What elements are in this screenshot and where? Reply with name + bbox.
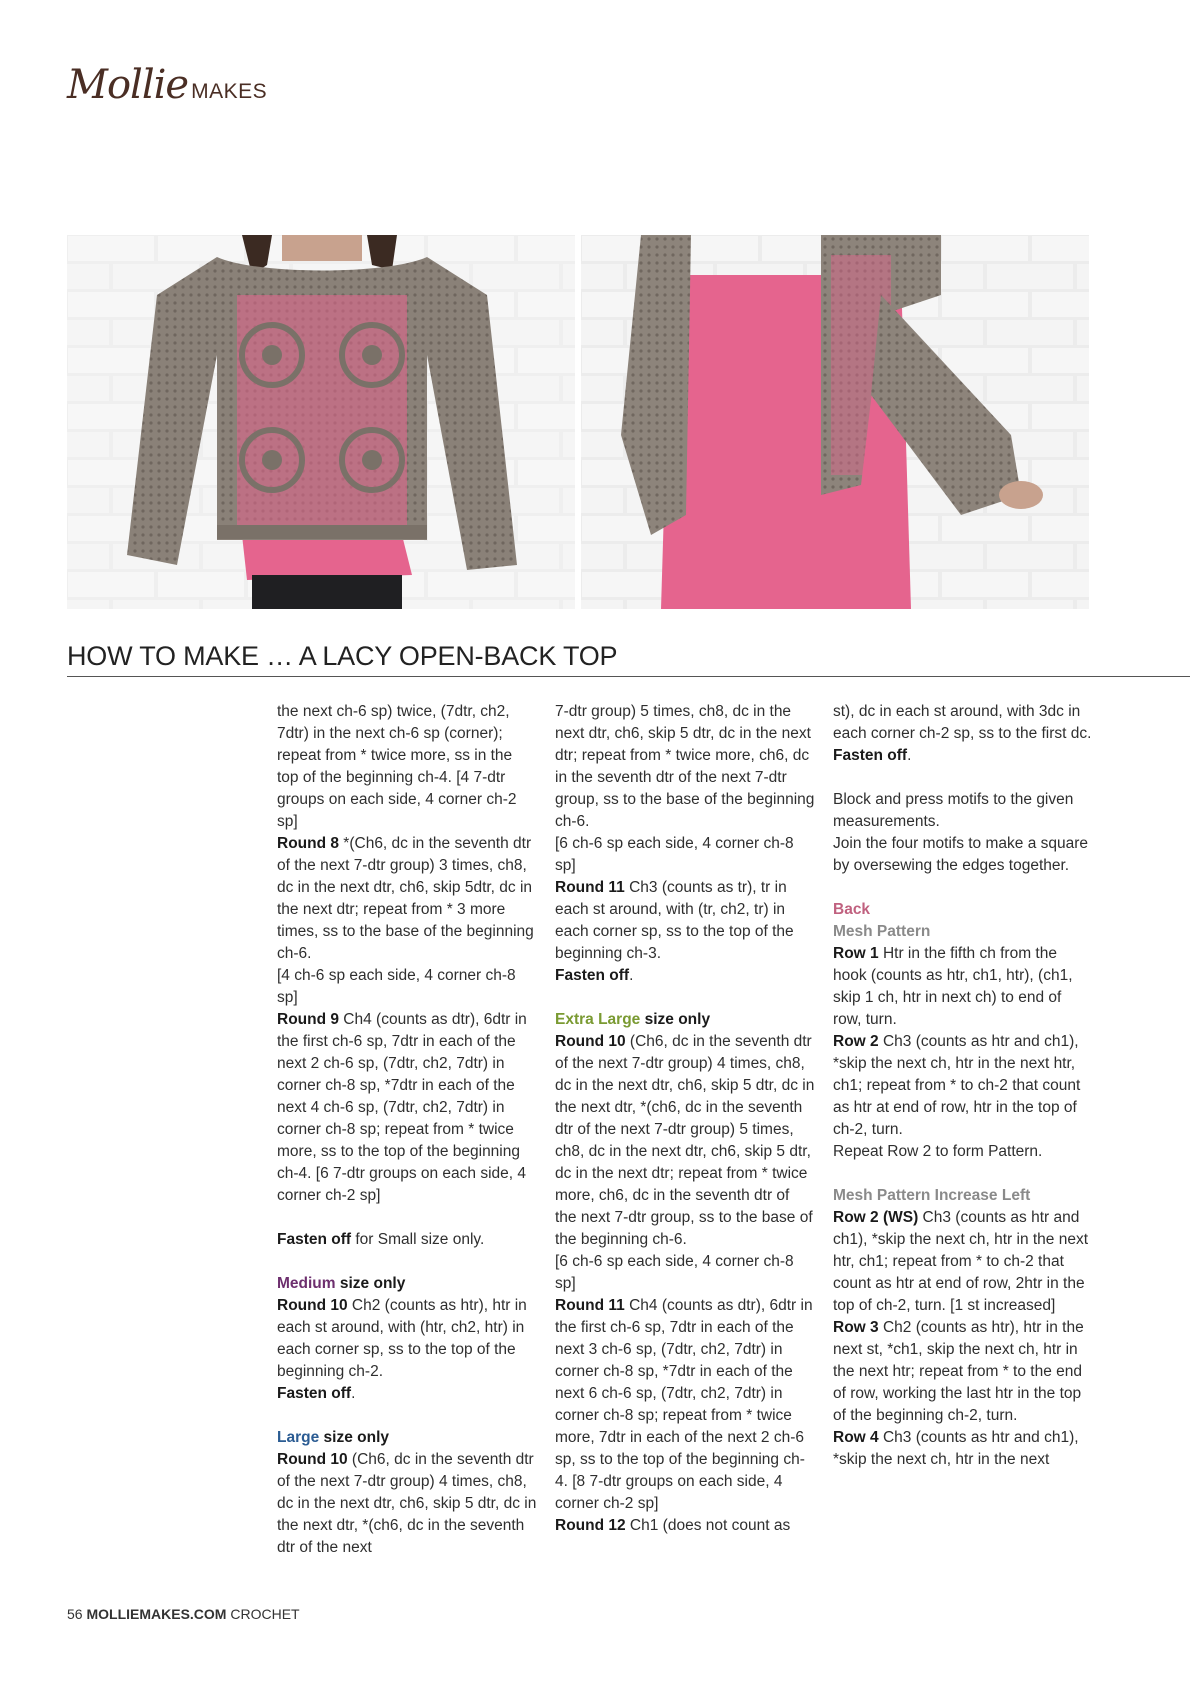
fasten-off-label: Fasten off xyxy=(833,747,908,764)
paragraph xyxy=(277,1383,537,1405)
paragraph: Block and press motifs to the given measurements. xyxy=(833,791,1074,830)
paragraph xyxy=(833,745,1093,767)
text-column-1 xyxy=(277,701,537,1559)
fasten-off-label: Fasten off xyxy=(555,967,630,984)
round-text: Ch3 (counts as tr), tr in each st around, with (tr, ch2, tr) in each corner sp, ss to the top of the beginning ch-3. xyxy=(555,879,794,962)
round-text: Ch2 (counts as htr), htr in each st around, with (htr, ch2, htr) in each corner sp, ss to the top of the beginning ch-2. xyxy=(277,1297,527,1380)
row-text: Htr in the fifth ch from the hook (counts as htr, ch1, htr), (ch1, skip 1 ch, htr in next ch) to end of row, turn. xyxy=(833,945,1073,1028)
round-label: Round 10 xyxy=(277,1451,348,1468)
size-heading xyxy=(277,1427,537,1449)
text-column-2 xyxy=(555,701,815,1537)
fasten-off-label: Fasten off xyxy=(277,1385,352,1402)
paragraph xyxy=(833,943,1093,1031)
size-name: Large xyxy=(277,1429,320,1446)
round-label: Round 12 xyxy=(555,1517,626,1534)
paragraph xyxy=(277,1009,537,1207)
round-text: Ch4 (counts as dtr), 6dtr in the first ch-6 sp, 7dtr in each of the next 2 ch-6 sp, (7dtr, ch2, 7dtr) in corner ch-8 sp, *7dtr in each of the next 4 ch-6 sp, (7dtr, ch2, 7dtr) in corner ch-8 sp; repeat from * twice more, ss to the top of the beginning ch-4. [6 7-dtr groups on each side, 4 corner ch-2 sp] xyxy=(277,1011,527,1204)
paragraph xyxy=(555,1295,815,1515)
size-name: Extra Large xyxy=(555,1011,641,1028)
round-text: (Ch6, dc in the seventh dtr of the next 7-dtr group) 4 times, ch8, dc in the next dtr, ch6, skip 5 dtr, dc in the next dtr, *(ch6, dc in the seventh dtr of the next 7-dtr group) 5 times, ch8, dc in the next dtr, ch6, skip 5 dtr, dc in the next dtr; repeat from * twice more, ch6, dc in the seventh dtr of the next 7-dtr group, ss to the base of the beginning ch-6. xyxy=(555,1033,815,1248)
size-only-text: size only xyxy=(335,1275,406,1292)
round-text: *(Ch6, dc in the seventh dtr of the next 7-dtr group) 3 times, ch8, dc in the next dtr, ch6, skip 5dtr, dc in the next dtr; repeat from * 3 more times, ss to the base of the beginning ch-6. xyxy=(277,835,534,962)
paragraph: Join the four motifs to make a square by oversewing the edges together. xyxy=(833,835,1089,874)
round-text: (Ch6, dc in the seventh dtr of the next 7-dtr group) 4 times, ch8, dc in the next dtr, ch6, skip 5 dtr, dc in the next dtr, *(ch6, dc in the seventh dtr of the next xyxy=(277,1451,537,1556)
row-label: Row 2 xyxy=(833,1033,879,1050)
heading-rule xyxy=(67,676,1190,677)
fasten-off-label: Fasten off xyxy=(277,1231,352,1248)
row-label: Row 1 xyxy=(833,945,879,962)
brand-logo xyxy=(67,62,267,106)
paragraph xyxy=(555,1031,815,1251)
front-view-photo xyxy=(67,235,575,609)
round-label: Round 9 xyxy=(277,1011,339,1028)
back-view-photo xyxy=(581,235,1089,609)
round-text: Ch4 (counts as dtr), 6dtr in the first ch-6 sp, 7dtr in each of the next 3 ch-6 sp, (7dtr, ch2, 7dtr) in corner ch-8 sp, *7dtr in each of the next 6 ch-6 sp, (7dtr, ch2, 7dtr) in corner ch-8 sp; repeat from * twice more, 7dtr in each of the next 2 ch-6 sp, ss to the top of the beginning ch-4. [8 7-dtr groups on each side, 4 corner ch-2 sp] xyxy=(555,1297,813,1512)
footer-site: MOLLIEMAKES.COM xyxy=(86,1606,227,1622)
paragraph: [6 ch-6 sp each side, 4 corner ch-8 sp] xyxy=(555,1253,794,1292)
page-footer xyxy=(67,1606,300,1622)
paragraph: st), dc in each st around, with 3dc in each corner ch-2 sp, ss to the first dc. xyxy=(833,703,1092,742)
paragraph xyxy=(277,1295,537,1383)
row-text: Ch2 (counts as htr), htr in the next st, *ch1, skip the next ch, htr in the next htr; repeat from * to the end of row, working the last htr in the top of the beginning ch-2, turn. xyxy=(833,1319,1084,1424)
subheading-mesh-increase-left: Mesh Pattern Increase Left xyxy=(833,1187,1031,1204)
paragraph xyxy=(833,1317,1093,1427)
round-label: Round 10 xyxy=(277,1297,348,1314)
period: . xyxy=(351,1385,356,1402)
size-only-text: size only xyxy=(640,1011,711,1028)
paragraph: the next ch-6 sp) twice, (7dtr, ch2, 7dtr) in the next ch-6 sp (corner); repeat from * twice more, ss in the top of the beginning ch-4. [4 7-dtr groups on each side, 4 corner ch-2 sp] xyxy=(277,703,517,830)
size-heading xyxy=(555,1009,815,1031)
paragraph: Repeat Row 2 to form Pattern. xyxy=(833,1143,1043,1160)
row-text: Ch3 (counts as htr and ch1), *skip the next ch, htr in the next htr, ch1; repeat from * to ch-2 that count as htr at end of row, 2htr in the top of ch-2, turn. [1 st increased] xyxy=(833,1209,1089,1314)
round-label: Round 10 xyxy=(555,1033,626,1050)
paragraph xyxy=(277,833,537,965)
paragraph xyxy=(277,1449,537,1559)
paragraph: 7-dtr group) 5 times, ch8, dc in the next dtr, ch6, skip 5 dtr, dc in the next dtr; repeat from * twice more, ch6, dc in the seventh dtr of the next 7-dtr group, ss to the base of the beginning ch-6. xyxy=(555,703,815,830)
paragraph xyxy=(833,1207,1093,1317)
row-label: Row 4 xyxy=(833,1429,879,1446)
row-text: Ch3 (counts as htr and ch1), *skip the next ch, htr in the next htr, ch1; repeat from * to ch-2 that count as htr at end of row, htr in the top of ch-2, turn. xyxy=(833,1033,1081,1138)
round-label: Round 8 xyxy=(277,835,339,852)
size-only-text: size only xyxy=(319,1429,389,1446)
page-number: 56 xyxy=(67,1606,83,1622)
row-label: Row 2 (WS) xyxy=(833,1209,919,1226)
paragraph xyxy=(555,877,815,965)
paragraph: [4 ch-6 sp each side, 4 corner ch-8 sp] xyxy=(277,967,516,1006)
round-label: Round 11 xyxy=(555,1297,625,1314)
paragraph xyxy=(277,1229,537,1251)
footer-section: CROCHET xyxy=(230,1606,300,1622)
size-heading xyxy=(277,1273,537,1295)
size-name: Medium xyxy=(277,1275,336,1292)
round-label: Round 11 xyxy=(555,879,625,896)
paragraph xyxy=(555,965,815,987)
brand-logo-word: MAKES xyxy=(191,80,268,103)
paragraph xyxy=(555,1515,815,1537)
section-heading-back: Back xyxy=(833,901,871,918)
round-text: Ch1 (does not count as xyxy=(625,1517,791,1534)
row-text: Ch3 (counts as htr and ch1), *skip the next ch, htr in the next xyxy=(833,1429,1079,1468)
fasten-off-text: for Small size only. xyxy=(351,1231,485,1248)
row-label: Row 3 xyxy=(833,1319,879,1336)
paragraph xyxy=(833,1427,1093,1471)
text-column-3 xyxy=(833,701,1093,1471)
period: . xyxy=(629,967,634,984)
paragraph xyxy=(833,1031,1093,1141)
paragraph: [6 ch-6 sp each side, 4 corner ch-8 sp] xyxy=(555,835,794,874)
subheading-mesh-pattern: Mesh Pattern xyxy=(833,923,931,940)
article-heading: HOW TO MAKE … A LACY OPEN-BACK TOP xyxy=(67,641,618,671)
brand-logo-script: Mollie xyxy=(67,62,189,108)
period: . xyxy=(907,747,912,764)
